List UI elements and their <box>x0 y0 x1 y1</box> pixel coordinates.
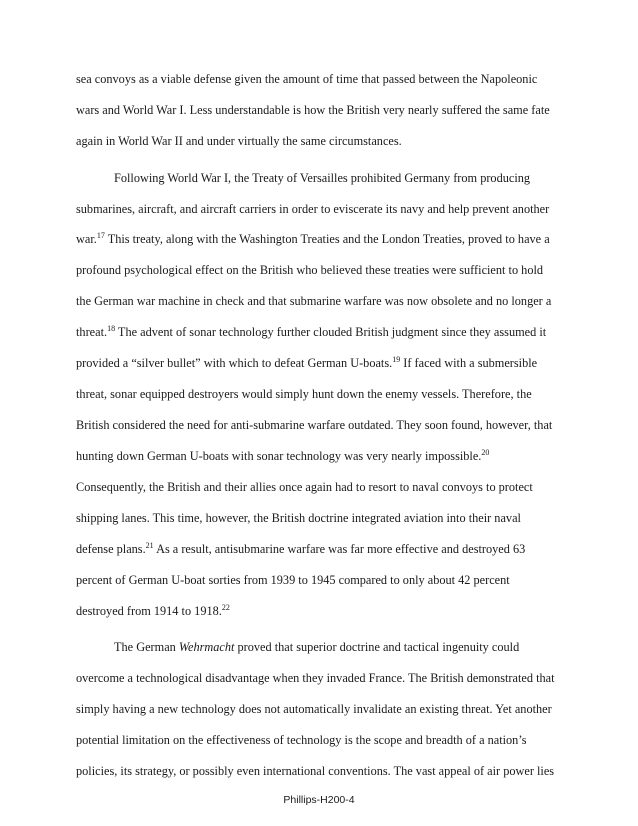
text-line: defense plans.$^{21}$ As a result, antisubmarine warfare was far more effective and destroyed 63 <box>76 541 526 556</box>
text-line: Following World War I, the Treaty of Versailles prohibited Germany from producing <box>114 171 531 185</box>
footnote-ref: 21 <box>145 541 154 550</box>
footnote-ref: 18 <box>107 324 116 333</box>
text-line: Consequently, the British and their allies once again had to resort to naval convoys to protect <box>76 480 533 494</box>
text-line: destroyed from 1914 to 1918.22 <box>76 603 230 618</box>
text-line: war.$^{17}$ This treaty, along with the Washington Treaties and the London Treaties, proved to have a <box>76 231 550 246</box>
text-line: profound psychological effect on the British who believed these treaties were sufficient to hold <box>76 263 544 277</box>
italic-term: Wehrmacht <box>178 640 235 654</box>
text-line: British considered the need for anti-submarine warfare outdated. They soon found, however, that <box>76 418 553 432</box>
footnote-ref: 17 <box>96 231 105 240</box>
text-line: the German war machine in check and that submarine warfare was now obsolete and no longer a <box>76 294 552 308</box>
text-line: threat, sonar equipped destroyers would simply hunt down the enemy vessels. Therefore, the <box>76 387 532 401</box>
footnote-ref: 19 <box>392 355 401 364</box>
text-line: again in World War II and under virtually the same circumstances. <box>76 134 402 148</box>
text-line: simply having a new technology does not automatically invalidate an existing threat. Yet another <box>76 702 552 716</box>
page-footer: Phillips-H200-4 <box>283 794 355 806</box>
text-line: percent of German U-boat sorties from 1939 to 1945 compared to only about 42 percent <box>76 573 510 587</box>
text-line: potential limitation on the effectiveness of technology is the scope and breadth of a nation’s <box>76 733 527 747</box>
footnote-ref: 20 <box>481 448 490 457</box>
text-line: threat.$^{18}$ The advent of sonar technology further clouded British judgment since they assumed it <box>76 324 547 339</box>
footnote-ref: 22 <box>221 603 230 612</box>
text-line: wars and World War I. Less understandable is how the British very nearly suffered the same fate <box>76 103 550 117</box>
text-line: overcome a technological disadvantage when they invaded France. The British demonstrated that <box>76 671 555 685</box>
text-line: sea convoys as a viable defense given the amount of time that passed between the Napoleonic <box>76 72 538 86</box>
text-line: hunting down German U-boats with sonar technology was very nearly impossible.$^{20}$ <box>76 448 490 463</box>
text-line: The German Wehrmacht proved that superior doctrine and tactical ingenuity could <box>114 640 520 654</box>
text-line: policies, its strategy, or possibly even international conventions. The vast appeal of air power lies <box>76 764 555 778</box>
text-line: provided a “silver bullet” with which to defeat German U-boats.$^{19}$ If faced with a submersible <box>76 355 538 370</box>
text-line: submarines, aircraft, and aircraft carriers in order to eviscerate its navy and help prevent another <box>76 202 550 216</box>
text-line: shipping lanes. This time, however, the British doctrine integrated aviation into their naval <box>76 511 521 525</box>
